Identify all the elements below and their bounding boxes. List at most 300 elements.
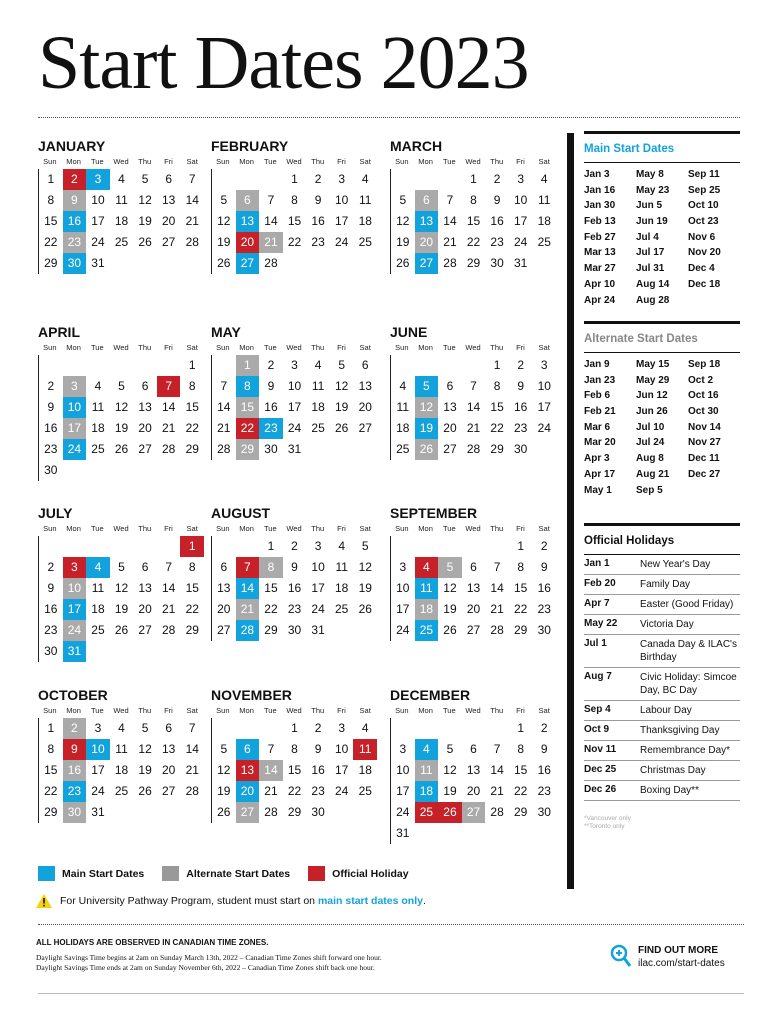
day-cell: 17	[335, 763, 349, 777]
day-cell: 1	[493, 358, 501, 372]
weekday-label: Sun	[43, 524, 57, 533]
month-name: JUNE	[390, 324, 428, 340]
day-cell-empty	[438, 355, 462, 376]
day-cell: 27	[138, 442, 152, 456]
day-cell: 27	[443, 442, 457, 456]
day-cell-main-start: 27	[236, 253, 260, 274]
day-cell: 3	[338, 172, 346, 186]
main-col-1	[584, 167, 636, 308]
day-cell-main-start: 25	[415, 620, 439, 641]
weekday-label: Sat	[359, 157, 371, 166]
day-cell-empty	[39, 536, 63, 557]
day-cell-empty	[306, 439, 330, 460]
day-cell: 10	[396, 581, 410, 595]
day-cell-empty	[157, 641, 181, 662]
pathway-note	[36, 894, 426, 908]
day-cell: 24	[91, 784, 105, 798]
day-cell: 25	[358, 784, 372, 798]
day-cell: 25	[537, 235, 551, 249]
day-cell: 4	[540, 172, 548, 186]
day-cell: 11	[91, 400, 105, 414]
day-cell: 15	[44, 763, 58, 777]
day-cell-empty	[236, 718, 260, 739]
month-name: OCTOBER	[38, 687, 108, 703]
day-cell: 15	[185, 400, 199, 414]
weekday-label: Thu	[138, 524, 152, 533]
weekday-label: Sun	[43, 706, 57, 715]
day-grid	[38, 536, 204, 662]
day-cell: 26	[443, 623, 457, 637]
day-cell: 18	[358, 214, 372, 228]
day-cell: 8	[291, 193, 298, 207]
day-cell: 4	[314, 358, 322, 372]
day-cell: 29	[264, 623, 278, 637]
day-cell: 15	[185, 581, 199, 595]
weekday-label: Sat	[538, 343, 550, 352]
weekday-label: Wed	[465, 343, 481, 352]
day-cell-empty	[180, 802, 204, 823]
weekday-label: Thu	[490, 706, 504, 715]
day-cell: 2	[493, 172, 501, 186]
day-cell-empty	[391, 718, 415, 739]
day-cell: 1	[47, 172, 55, 186]
day-cell: 3	[94, 721, 102, 735]
weekday-label: Tue	[263, 706, 277, 715]
day-cell: 16	[490, 214, 504, 228]
day-cell: 9	[314, 193, 322, 207]
weekday-label: Fri	[164, 343, 173, 352]
day-cell-alt-start: 6	[236, 190, 260, 211]
day-cell: 4	[361, 721, 369, 735]
day-cell: 14	[443, 214, 457, 228]
day-cell: 7	[493, 742, 501, 756]
day-cell: 17	[514, 214, 528, 228]
weekday-label: Fri	[337, 157, 346, 166]
month-june	[390, 323, 556, 460]
month-name: DECEMBER	[390, 687, 471, 703]
holiday-name: Victoria Day	[640, 619, 694, 630]
holiday-date: Oct 9	[584, 724, 610, 735]
day-cell-alt-start: 5	[438, 557, 462, 578]
weekday-label: Thu	[490, 343, 504, 352]
day-cell: 28	[217, 442, 231, 456]
day-cell: 29	[44, 805, 58, 819]
day-cell: 26	[217, 256, 231, 270]
day-cell-main-start: 11	[415, 578, 439, 599]
day-cell-empty	[330, 253, 354, 274]
day-cell: 9	[540, 742, 548, 756]
alt-date: May 15	[636, 359, 670, 370]
main-col-3	[688, 167, 740, 308]
day-cell: 14	[162, 400, 176, 414]
day-cell: 9	[47, 400, 55, 414]
day-cell: 2	[267, 358, 275, 372]
weekday-label: Sun	[216, 524, 230, 533]
day-cell: 23	[311, 235, 325, 249]
day-cell: 23	[537, 784, 551, 798]
day-cell: 5	[338, 358, 346, 372]
day-cell: 8	[517, 742, 525, 756]
day-cell: 19	[443, 784, 457, 798]
day-cell: 25	[335, 602, 349, 616]
alt-date: Mar 20	[584, 437, 616, 449]
legend-main-swatch	[38, 866, 55, 881]
alt-date: May 29	[636, 374, 670, 386]
day-cell-empty	[353, 620, 377, 641]
day-cell-empty	[509, 823, 533, 844]
day-cell: 9	[540, 560, 548, 574]
day-cell: 9	[47, 581, 55, 595]
weekday-header	[390, 341, 556, 355]
day-cell: 17	[91, 214, 105, 228]
day-cell: 15	[287, 214, 302, 228]
day-cell: 15	[264, 581, 278, 595]
pathway-text: For University Pathway Program, student must start on	[60, 895, 318, 907]
day-cell-main-start: 23	[259, 418, 283, 439]
weekday-header	[38, 341, 204, 355]
day-cell-empty	[353, 253, 377, 274]
day-cell: 3	[399, 742, 407, 756]
holiday-name: Civic Holiday: Simcoe Day, BC Day	[640, 672, 737, 696]
day-cell: 8	[47, 193, 55, 207]
pathway-link[interactable]: main start dates only	[317, 895, 423, 907]
day-cell-empty	[485, 823, 509, 844]
main-date: Jul 31	[636, 263, 665, 275]
day-grid	[38, 355, 204, 481]
day-cell: 23	[44, 623, 58, 637]
weekday-header	[38, 155, 204, 169]
day-cell-empty	[110, 460, 134, 481]
day-cell-empty	[259, 718, 283, 739]
day-cell: 16	[287, 581, 302, 595]
main-date: Aug 28	[636, 294, 670, 306]
day-cell-main-start: 3	[86, 169, 110, 190]
day-cell: 23	[490, 235, 504, 249]
day-cell-holiday: 20	[236, 232, 260, 253]
day-cell-empty	[236, 169, 260, 190]
day-cell: 16	[44, 602, 58, 616]
day-cell-holiday: 26	[438, 802, 462, 823]
day-cell-alt-start: 6	[415, 190, 439, 211]
day-cell: 7	[220, 379, 228, 393]
weekday-label: Wed	[113, 524, 129, 533]
dst-begin: Daylight Savings Time begins at 2am on Sunday March 13th, 2022 – Canadian Time Zones shift forward one hour.	[36, 953, 382, 962]
day-cell: 27	[466, 623, 481, 637]
weekday-label: Mon	[418, 157, 433, 166]
day-cell: 19	[138, 763, 152, 777]
main-date: Jan 3	[584, 169, 610, 180]
alt-date: Feb 21	[584, 406, 616, 418]
day-cell: 24	[396, 805, 410, 819]
day-cell-empty	[180, 641, 204, 662]
holidays-list	[584, 555, 740, 801]
day-cell: 24	[514, 235, 528, 249]
day-cell: 25	[91, 623, 105, 637]
day-cell-main-start: 14	[236, 578, 260, 599]
day-cell: 2	[291, 539, 298, 553]
weekday-label: Sat	[359, 343, 371, 352]
day-cell: 5	[220, 193, 228, 207]
day-cell: 18	[396, 421, 410, 435]
day-cell-main-start: 19	[415, 418, 439, 439]
day-cell: 26	[396, 256, 410, 270]
day-cell: 21	[443, 235, 457, 249]
weekday-label: Sat	[359, 524, 371, 533]
alt-date: Apr 17	[584, 468, 616, 480]
day-cell: 24	[287, 421, 302, 435]
month-july	[38, 504, 204, 662]
weekday-label: Fri	[516, 343, 525, 352]
day-cell: 6	[220, 560, 228, 574]
day-cell: 21	[185, 214, 199, 228]
weekday-label: Wed	[465, 706, 481, 715]
day-cell: 22	[287, 235, 302, 249]
day-cell: 26	[217, 805, 231, 819]
day-cell-holiday: 1	[180, 536, 204, 557]
day-cell-empty	[438, 823, 462, 844]
day-cell: 19	[396, 235, 410, 249]
day-cell-empty	[532, 823, 556, 844]
day-cell: 13	[162, 742, 176, 756]
day-cell-alt-start: 14	[259, 760, 283, 781]
main-date: Jun 19	[636, 216, 668, 228]
day-cell: 10	[91, 193, 105, 207]
day-cell: 12	[138, 193, 152, 207]
day-cell-empty	[86, 536, 110, 557]
month-name: JULY	[38, 505, 73, 521]
day-cell: 16	[537, 763, 551, 777]
day-cell: 29	[514, 623, 528, 637]
day-cell: 30	[537, 623, 551, 637]
day-cell-empty	[532, 253, 556, 274]
weekday-label: Mon	[66, 524, 81, 533]
holiday-name: New Year's Day	[640, 559, 711, 570]
day-cell: 2	[540, 539, 548, 553]
day-cell-main-start: 27	[415, 253, 439, 274]
site-url[interactable]: ilac.com/start-dates	[638, 958, 725, 969]
day-cell: 12	[217, 763, 231, 777]
day-cell-main-start: 8	[236, 376, 260, 397]
legend-alt-swatch	[162, 866, 179, 881]
legend-holiday-label: Official Holiday	[332, 867, 409, 880]
page-title: Start Dates 2023	[38, 21, 529, 105]
day-cell: 17	[335, 214, 349, 228]
day-cell: 3	[291, 358, 298, 372]
month-october	[38, 686, 204, 823]
weekday-header	[211, 522, 377, 536]
month-name: JANUARY	[38, 138, 106, 154]
main-date: Sep 25	[688, 184, 721, 196]
day-cell: 1	[188, 358, 196, 372]
weekday-label: Sat	[538, 524, 550, 533]
weekday-label: Thu	[311, 524, 325, 533]
day-cell: 15	[287, 763, 302, 777]
day-cell: 19	[443, 602, 457, 616]
day-cell: 19	[217, 235, 231, 249]
main-date: Jun 5	[636, 200, 663, 212]
vertical-divider	[567, 133, 574, 889]
day-grid	[211, 355, 377, 460]
day-cell: 13	[358, 379, 372, 393]
day-cell: 2	[517, 358, 525, 372]
day-cell-empty	[86, 460, 110, 481]
day-cell: 13	[466, 581, 481, 595]
holiday-name: Remembrance Day*	[640, 745, 731, 756]
month-april	[38, 323, 204, 481]
weekday-label: Wed	[465, 524, 481, 533]
day-cell: 18	[358, 763, 372, 777]
day-grid	[211, 169, 377, 274]
day-cell: 19	[335, 400, 349, 414]
weekday-label: Sun	[395, 706, 409, 715]
main-panel-title: Main Start Dates	[584, 131, 740, 157]
day-cell: 13	[443, 400, 457, 414]
day-cell-empty	[532, 439, 556, 460]
alt-date: Oct 30	[688, 406, 719, 418]
day-cell-empty	[110, 641, 134, 662]
day-cell-holiday: 7	[157, 376, 181, 397]
alt-date: Jul 10	[636, 421, 665, 433]
day-cell: 23	[287, 602, 302, 616]
day-cell: 14	[264, 214, 278, 228]
day-cell: 16	[264, 400, 278, 414]
find-out-more[interactable]	[610, 944, 725, 970]
day-cell: 7	[267, 193, 275, 207]
day-cell-main-start: 30	[63, 253, 87, 274]
main-date: Jul 17	[636, 247, 665, 259]
day-cell: 20	[162, 763, 176, 777]
holidays-panel-title: Official Holidays	[584, 523, 740, 549]
day-cell: 16	[311, 763, 325, 777]
holiday-date: Nov 11	[584, 744, 617, 755]
day-cell: 6	[165, 172, 173, 186]
day-cell: 4	[118, 721, 125, 735]
day-cell-empty	[110, 253, 134, 274]
find-out-more-label: FIND OUT MORE	[638, 945, 718, 956]
alt-date: Jun 12	[636, 390, 668, 402]
weekday-label: Thu	[490, 157, 504, 166]
day-cell: 25	[114, 235, 129, 249]
day-cell-empty	[86, 641, 110, 662]
day-cell-holiday: 2	[63, 169, 87, 190]
day-cell-alt-start: 20	[415, 232, 439, 253]
day-cell-empty	[438, 718, 462, 739]
weekday-label: Sat	[538, 157, 550, 166]
footer-heading: ALL HOLIDAYS ARE OBSERVED IN CANADIAN TIME ZONES.	[36, 938, 269, 947]
day-cell: 12	[335, 379, 349, 393]
day-cell: 12	[217, 214, 231, 228]
alt-date: Feb 6	[584, 390, 611, 402]
day-cell-main-start: 28	[236, 620, 260, 641]
day-cell-empty	[157, 253, 181, 274]
alt-date: Sep 5	[636, 484, 663, 496]
day-cell: 20	[358, 400, 372, 414]
weekday-label: Wed	[465, 157, 481, 166]
day-cell-alt-start: 8	[259, 557, 283, 578]
day-cell: 13	[217, 581, 231, 595]
day-grid	[390, 355, 556, 460]
day-cell: 9	[267, 379, 275, 393]
day-cell-main-start: 20	[236, 781, 260, 802]
day-cell-alt-start: 26	[415, 439, 439, 460]
day-cell: 8	[493, 379, 501, 393]
weekday-label: Tue	[442, 157, 456, 166]
alt-date: Oct 16	[688, 390, 719, 402]
day-cell: 11	[359, 193, 372, 207]
day-cell: 24	[335, 784, 349, 798]
day-cell-empty	[330, 620, 354, 641]
day-cell: 15	[44, 214, 58, 228]
day-cell: 14	[490, 763, 504, 777]
day-cell: 22	[185, 602, 199, 616]
holiday-name: Christmas Day	[640, 765, 706, 776]
day-cell: 27	[162, 784, 176, 798]
day-cell-alt-start: 27	[462, 802, 486, 823]
day-cell: 18	[114, 214, 129, 228]
day-cell: 19	[114, 421, 129, 435]
day-cell-empty	[415, 718, 439, 739]
weekday-label: Mon	[418, 706, 433, 715]
day-cell-alt-start: 23	[63, 232, 87, 253]
day-cell: 1	[47, 721, 55, 735]
alt-col-2	[636, 357, 688, 498]
day-cell: 30	[44, 644, 58, 658]
main-date: Dec 18	[688, 278, 721, 290]
month-march	[390, 137, 556, 274]
day-cell-empty	[212, 355, 236, 376]
day-cell-main-start: 4	[86, 557, 110, 578]
day-cell: 9	[493, 193, 501, 207]
day-cell: 9	[517, 379, 525, 393]
day-cell: 28	[466, 442, 481, 456]
alt-dates-columns	[584, 357, 740, 498]
day-cell: 5	[118, 560, 125, 574]
day-cell: 5	[399, 193, 407, 207]
alt-date: Jun 26	[636, 406, 668, 418]
weekday-label: Sun	[43, 343, 57, 352]
holiday-row	[584, 595, 740, 615]
day-cell-empty	[157, 355, 181, 376]
day-cell: 18	[91, 421, 105, 435]
day-cell: 17	[396, 602, 410, 616]
day-cell: 24	[335, 235, 349, 249]
day-cell-empty	[485, 536, 509, 557]
day-cell: 21	[264, 784, 278, 798]
day-cell: 22	[287, 784, 302, 798]
day-cell: 12	[396, 214, 410, 228]
day-cell: 21	[466, 421, 481, 435]
day-cell: 25	[358, 235, 372, 249]
holiday-date: Dec 25	[584, 764, 617, 775]
day-cell: 1	[291, 172, 298, 186]
day-cell-empty	[353, 802, 377, 823]
weekday-label: Mon	[239, 343, 254, 352]
day-cell: 20	[138, 421, 152, 435]
holiday-name: Family Day	[640, 579, 691, 590]
day-cell: 15	[514, 581, 528, 595]
main-date: Feb 27	[584, 231, 616, 243]
month-december	[390, 686, 556, 844]
day-cell-main-start: 31	[63, 641, 87, 662]
main-date: Nov 20	[688, 247, 721, 259]
day-cell-alt-start: 17	[63, 418, 87, 439]
holiday-row	[584, 781, 740, 801]
month-name: MAY	[211, 324, 241, 340]
day-cell: 1	[517, 539, 525, 553]
day-cell: 10	[537, 379, 551, 393]
magnifier-icon	[610, 944, 632, 970]
main-date: Feb 13	[584, 216, 616, 228]
